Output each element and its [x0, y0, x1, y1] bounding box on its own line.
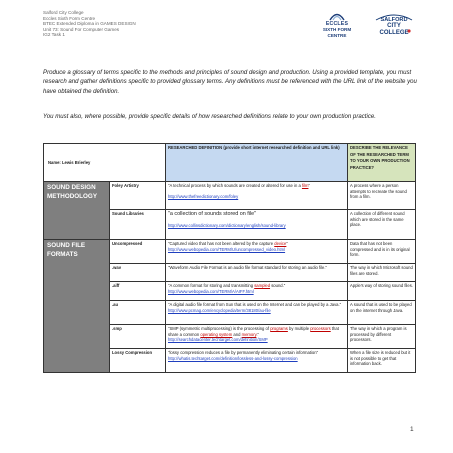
term-cell: .smp: [110, 325, 166, 349]
term-cell: .aiff: [110, 282, 166, 301]
relevance-cell: A collection of different sound which are stored in the same place.: [348, 210, 416, 240]
eccles-sixth-form-logo: [316, 9, 358, 39]
source-url-link[interactable]: http://www.collinsdictionary.com/dictionary/english/sound-library: [168, 223, 286, 229]
page-number: 1: [410, 426, 414, 433]
table-row: [44, 240, 416, 264]
definition-link-word[interactable]: processors: [310, 326, 331, 331]
definition-cell: [166, 325, 348, 349]
definition-text: "A digital audio file format from Sun that is used on the Internet and can be played by a Java.": [168, 302, 342, 307]
column-header-relevance: DESCRIBE THE RELEVANCE OF THE RESEARCHED TERM TO YOUR OWN PRODUCTION PRACTICE?: [348, 144, 416, 182]
source-url-link[interactable]: http://www.webopedia.com/TERM/A/AIFF.html: [168, 288, 254, 294]
eccles-logo-text: CENTRE: [327, 33, 347, 38]
section-label-file-formats: SOUND FILE FORMATS: [44, 240, 110, 373]
relevance-cell: Data that has not been compressed and is in its original form.: [348, 240, 416, 264]
definition-text: that share a common: [168, 326, 339, 337]
definition-text: by multiple: [287, 326, 311, 331]
definition-cell: [166, 301, 348, 325]
term-cell: .wav: [110, 264, 166, 282]
eccles-logo-mark: [316, 9, 358, 21]
definition-cell: "Waveform Audio File Format is an audio file format standard for storing an audio file.": [166, 264, 348, 282]
source-url-link[interactable]: http://searchdatacenter.techtarget.com/definition/SMP: [168, 337, 268, 343]
header-line: IG2 Task 1: [43, 32, 65, 38]
column-header-research: RESEARCHED DEFINITION (provide short internet researched definition and URL link): [166, 144, 348, 182]
header-line: Salford City College: [43, 10, 84, 15]
table-row: [44, 182, 416, 210]
eccles-logo-text: ECCLES: [325, 21, 349, 27]
salford-logo-text: CITY: [387, 23, 401, 29]
definition-cell: [166, 210, 348, 240]
header-line: Eccles Sixth Form Centre: [43, 15, 96, 21]
definition-text: ": [286, 241, 288, 246]
definition-link-word[interactable]: device: [274, 241, 287, 246]
definition-text: sound.": [270, 283, 286, 288]
definition-text: .": [256, 331, 260, 337]
relevance-cell: Apple's way of storing sound files.: [348, 282, 416, 301]
header-line: BTEC Extended Diploma in GAMES DESIGN: [43, 21, 136, 27]
definition-text: "SMP (symmetric multiprocessing) is the processing of: [168, 326, 271, 331]
definition-text: "lossy compression reduces a file by permanently eliminating certain information": [168, 350, 319, 355]
definition-link-word[interactable]: operating system: [200, 331, 233, 337]
header-line: Unit 73: Sound For Computer Games: [43, 26, 120, 32]
source-url-link[interactable]: http://www.pcmag.com/encyclopedia/term/38180/au-file: [168, 307, 271, 313]
relevance-cell: A sound that is used to be played on the internet through Java.: [348, 301, 416, 325]
source-url-link[interactable]: http://whatis.techtarget.com/definition/lossless-and-lossy-compression: [168, 355, 298, 361]
eccles-logo-text: SIXTH FORM: [322, 27, 352, 32]
definition-link-word[interactable]: memory: [241, 331, 257, 337]
definition-text: "A technical process by which sounds are created or altered for use in a: [168, 183, 302, 188]
definition-link-word[interactable]: film: [301, 183, 309, 188]
definition-cell: [166, 182, 348, 210]
source-url-link[interactable]: http://www.thefreedictionary.com/foley: [168, 194, 239, 200]
definition-cell: [166, 282, 348, 301]
relevance-cell: A process where a person attempts to recreate the sound from a film.: [348, 182, 416, 210]
salford-logo-text: COLLEGE: [379, 30, 409, 36]
source-url-link[interactable]: http://www.webopedia.com/TERM/U/uncompressed_video.html: [168, 246, 286, 252]
glossary-header-row: [44, 144, 416, 182]
definition-text: "A common format for storing and transmitting: [168, 283, 255, 288]
term-cell: Lossy Compression: [110, 349, 166, 373]
task-instructions: Produce a glossary of terms specific to the methods and principles of sound design and production. Using a provided template, you must research and gather definitions specific to provided glossary terms. Any definitions must be referenced with the URL link of the website you have obtained the definition.: [43, 69, 417, 95]
term-cell: Foley Artistry: [110, 182, 166, 210]
term-cell: .au: [110, 301, 166, 325]
term-cell: Uncompressed: [110, 240, 166, 264]
definition-text: and: [232, 331, 242, 337]
salford-city-college-logo: [370, 10, 418, 42]
term-cell: Sound Libraries: [110, 210, 166, 240]
definition-text: "a collection of sounds stored on file": [168, 211, 257, 217]
definition-link-word[interactable]: sampled: [254, 283, 271, 288]
definition-text: ": [308, 183, 310, 188]
salford-logo-text: SALFORD: [380, 17, 408, 23]
definition-cell: [166, 349, 348, 373]
student-name: Name: Lewis Brierley: [44, 144, 166, 182]
definition-text: "Captured video that has not been altered by the capture: [168, 241, 275, 246]
glossary-table: [43, 143, 416, 373]
section-label-sound-design: SOUND DESIGN METHODOLOGY: [44, 182, 110, 240]
definition-link-word[interactable]: programs: [270, 326, 288, 331]
task-instructions-secondary: You must also, where possible, provide specific details of how researched definitions relate to your own production practice.: [43, 113, 376, 120]
relevance-cell: The way in which a program is processed by different processors.: [348, 325, 416, 349]
document-header: [43, 10, 136, 38]
definition-cell: [166, 240, 348, 264]
relevance-cell: When a file size is reduced but it is not possible to get that information back.: [348, 349, 416, 373]
relevance-cell: The way in which Microsoft sound files are stored.: [348, 264, 416, 282]
